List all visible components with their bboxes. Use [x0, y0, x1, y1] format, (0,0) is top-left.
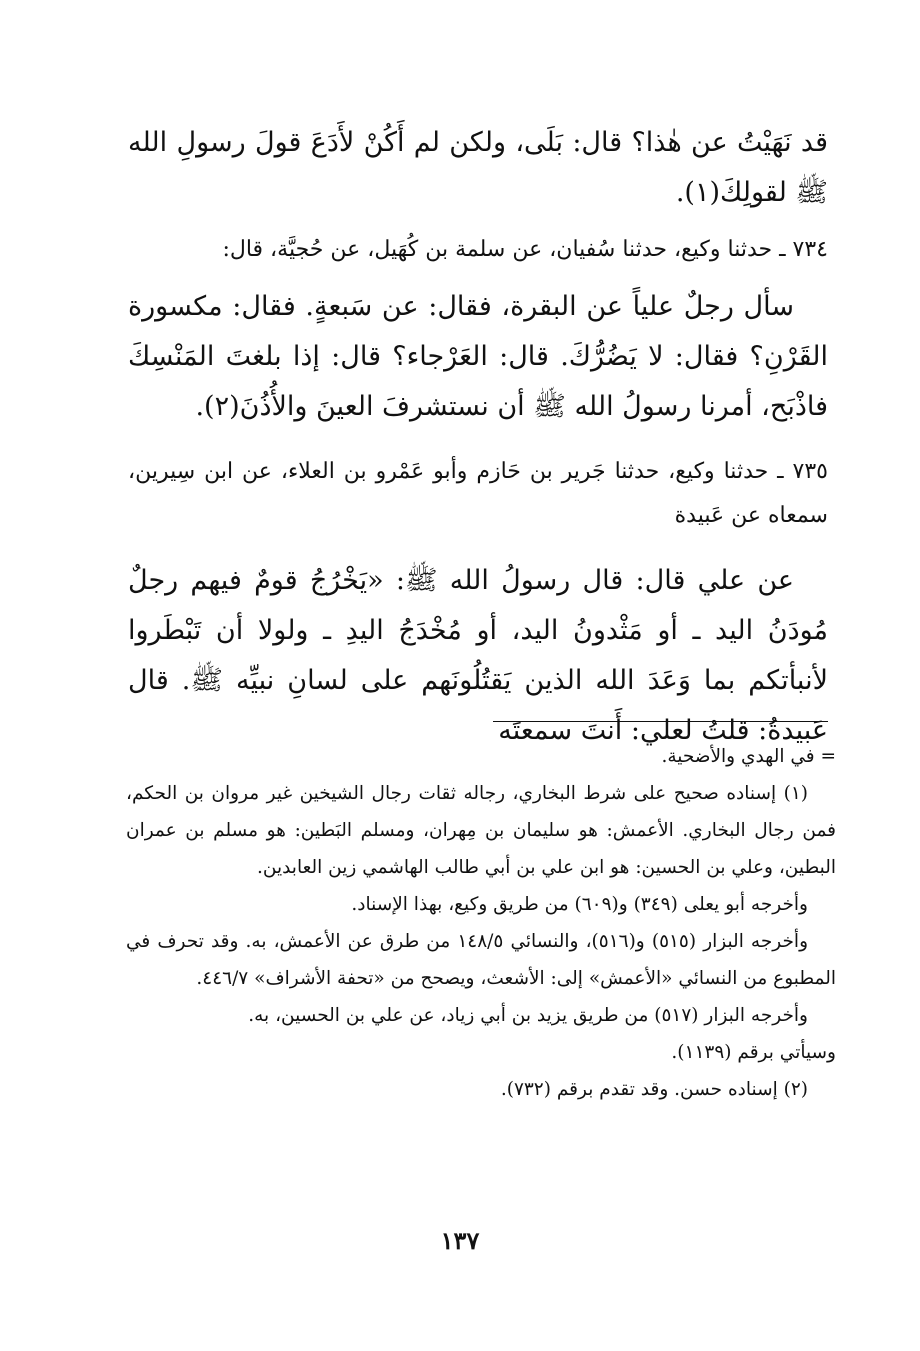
main-text	[128, 118, 828, 756]
footnote-2: (٢) إسناده حسن. وقد تقدم برقم (٧٣٢).	[500, 1079, 808, 1100]
footnote-1-cross-ref: وسيأتي برقم (١١٣٩).	[671, 1042, 836, 1063]
page-number: ١٣٧	[440, 1226, 480, 1255]
hadith-735-isnad: ٧٣٥ ـ حدثنا وكيع، حدثنا جَرير بن حَازم وأبو عَمْرو بن العلاء، عن ابن سِيرين، سمعاه عن عَبيدة	[128, 459, 828, 528]
footnote-1: (١) إسناده صحيح على شرط البخاري، رجاله ثقات رجال الشيخين غير مروان بن الحكم، فمن رجال البخاري. الأعمش: هو سليمان بن مِهران، ومسلم البَطين: هو مسلم بن عمران البطين، وعلي بن الحسين: هو ابن علي بن أبي طالب الهاشمي زين العابدين.	[126, 783, 836, 878]
hadith-734-matn: سأل رجلٌ علياً عن البقرة، فقال: عن سَبعةٍ. فقال: مكسورة القَرْنِ؟ فقال: لا يَضُرُّكَ. قال: العَرْجاء؟ قال: إذا بلغتَ المَنْسِكَ فاذْبَح، أمرنا رسولُ الله ﷺ أن نستشرفَ العينَ والأُذُنَ(٢).	[128, 291, 828, 422]
paragraph-continuation: قد نَهَيْتُ عن هٰذا؟ قال: بَلَى، ولكن لم أَكُنْ لأَدَعَ قولَ رسولِ الله ﷺ لقولِكَ(١).	[128, 127, 828, 208]
footnote-1-bazzar-nasai: وأخرجه البزار (٥١٥) و(٥١٦)، والنسائي ١٤٨/٥ من طرق عن الأعمش، به. وقد تحرف في المطبوع من النسائي «الأعمش» إلى: الأشعث، ويصحح من «تحفة الأشراف» ٤٤٦/٧.	[126, 931, 836, 989]
hadith-734-isnad: ٧٣٤ ـ حدثنا وكيع، حدثنا سُفيان، عن سلمة بن كُهَيل، عن حُجيَّة، قال:	[222, 237, 828, 262]
footnote-divider	[493, 721, 828, 722]
footnotes-section	[126, 738, 836, 1108]
footnote-1-abu-yala: وأخرجه أبو يعلى (٣٤٩) و(٦٠٩) من طريق وكيع، بهذا الإسناد.	[351, 894, 808, 915]
footnote-continuation: = في الهدي والأضحية.	[661, 746, 836, 767]
hadith-735-matn: عن علي قال: قال رسولُ الله ﷺ: «يَخْرُجُ قومٌ فيهم رجلٌ مُودَنُ اليد ـ أو مَثْدونُ اليد، أو مُخْدَجُ اليدِ ـ ولولا أن تَبْطَروا لأنبأتكم بما وَعَدَ الله الذين يَقتُلُونَهم على لسانِ نبيِّه ﷺ. قال عَبيدةُ: قلتُ لعلي: أَنتَ سمعتَه	[128, 565, 828, 746]
footnote-1-bazzar-517: وأخرجه البزار (٥١٧) من طريق يزيد بن أبي زياد، عن علي بن الحسين، به.	[248, 1005, 808, 1026]
